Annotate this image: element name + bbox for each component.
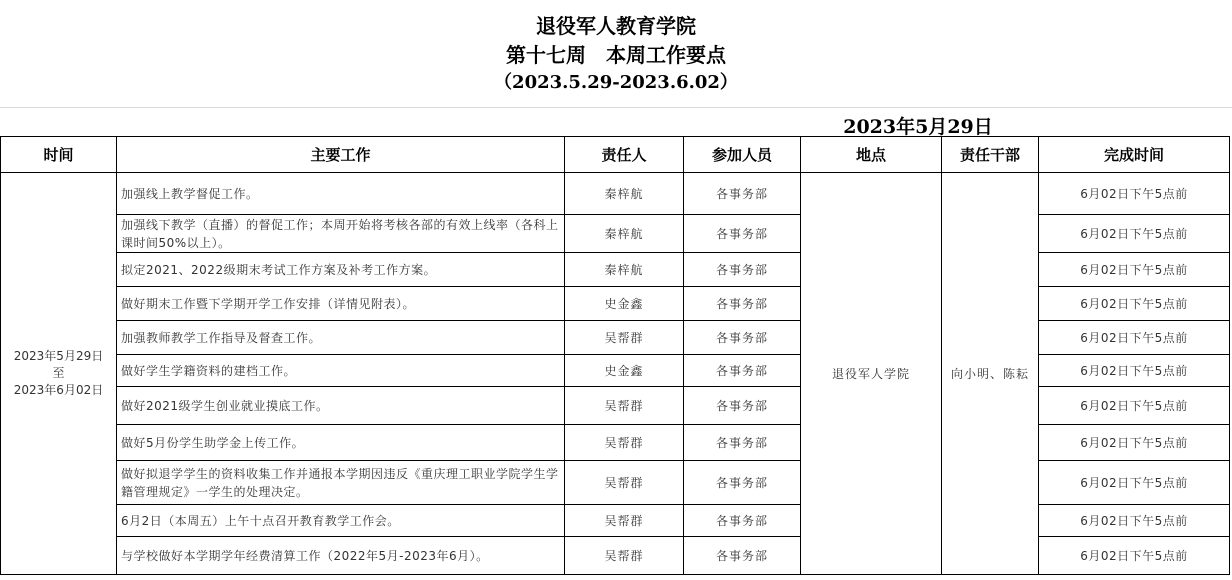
column-header-participants: 参加人员 — [684, 137, 801, 173]
college-title: 退役军人教育学院 — [536, 14, 696, 38]
deadline-cell: 6月02日下午5点前 — [1039, 505, 1230, 537]
participants-cell: 各事务部 — [684, 387, 801, 425]
location-cell: 退役军人学院 — [801, 173, 942, 575]
column-header-cadre: 责任干部 — [942, 137, 1039, 173]
table-row — [1, 425, 1230, 461]
divider — [0, 107, 1232, 108]
participants-cell: 各事务部 — [684, 253, 801, 287]
participants-cell: 各事务部 — [684, 173, 801, 215]
task-cell: 6月2日（本周五）上午十点召开教育教学工作会。 — [117, 505, 565, 537]
document-header — [0, 0, 1232, 108]
owner-cell: 吴帮群 — [565, 461, 684, 505]
owner-cell: 吴帮群 — [565, 505, 684, 537]
date-range: （2023.5.29-2023.6.02） — [494, 72, 738, 93]
table-row — [1, 321, 1230, 355]
task-cell: 做好拟退学学生的资料收集工作并通报本学期因违反《重庆理工职业学院学生学籍管理规定》一学生的处理决定。 — [117, 461, 565, 505]
table-row — [1, 215, 1230, 253]
table-row — [1, 355, 1230, 387]
participants-cell: 各事务部 — [684, 505, 801, 537]
deadline-cell: 6月02日下午5点前 — [1039, 215, 1230, 253]
table-row — [1, 387, 1230, 425]
deadline-cell: 6月02日下午5点前 — [1039, 355, 1230, 387]
task-cell: 加强线下教学（直播）的督促工作；本周开始将考核各部的有效上线率（各科上课时间50%以上）。 — [117, 215, 565, 253]
deadline-cell: 6月02日下午5点前 — [1039, 387, 1230, 425]
task-cell: 做好2021级学生创业就业摸底工作。 — [117, 387, 565, 425]
participants-cell: 各事务部 — [684, 321, 801, 355]
participants-cell: 各事务部 — [684, 287, 801, 321]
task-cell: 做好学生学籍资料的建档工作。 — [117, 355, 565, 387]
owner-cell: 吴帮群 — [565, 425, 684, 461]
task-cell: 做好期末工作暨下学期开学工作安排（详情见附表）。 — [117, 287, 565, 321]
owner-cell: 吴帮群 — [565, 321, 684, 355]
task-cell: 加强线上教学督促工作。 — [117, 173, 565, 215]
owner-cell: 吴帮群 — [565, 387, 684, 425]
participants-cell: 各事务部 — [684, 215, 801, 253]
column-header-time: 时间 — [1, 137, 117, 173]
work-plan-table — [0, 136, 1230, 575]
deadline-cell: 6月02日下午5点前 — [1039, 287, 1230, 321]
table-row — [1, 537, 1230, 575]
participants-cell: 各事务部 — [684, 461, 801, 505]
cadre-cell: 向小明、陈耘 — [942, 173, 1039, 575]
deadline-cell: 6月02日下午5点前 — [1039, 461, 1230, 505]
deadline-cell: 6月02日下午5点前 — [1039, 425, 1230, 461]
report-date: 2023年5月29日 — [843, 116, 993, 138]
table-row — [1, 253, 1230, 287]
deadline-cell: 6月02日下午5点前 — [1039, 173, 1230, 215]
task-cell: 拟定2021、2022级期末考试工作方案及补考工作方案。 — [117, 253, 565, 287]
task-cell: 做好5月份学生助学金上传工作。 — [117, 425, 565, 461]
owner-cell: 秦梓航 — [565, 215, 684, 253]
period-end: 2023年6月02日 — [13, 383, 104, 397]
participants-cell: 各事务部 — [684, 425, 801, 461]
table-row — [1, 461, 1230, 505]
owner-cell: 史金鑫 — [565, 287, 684, 321]
task-cell: 与学校做好本学期学年经费清算工作（2022年5月-2023年6月）。 — [117, 537, 565, 575]
column-header-location: 地点 — [801, 137, 942, 173]
participants-cell: 各事务部 — [684, 537, 801, 575]
week-title: 第十七周 本周工作要点 — [506, 43, 726, 67]
table-row — [1, 287, 1230, 321]
column-header-task: 主要工作 — [117, 137, 565, 173]
period-start: 2023年5月29日 — [13, 349, 104, 363]
owner-cell: 吴帮群 — [565, 537, 684, 575]
owner-cell: 史金鑫 — [565, 355, 684, 387]
table-row — [1, 173, 1230, 215]
period-to: 至 — [52, 366, 65, 380]
column-header-owner: 责任人 — [565, 137, 684, 173]
column-header-deadline: 完成时间 — [1039, 137, 1230, 173]
table-header-row — [1, 137, 1230, 173]
task-cell: 加强教师教学工作指导及督查工作。 — [117, 321, 565, 355]
participants-cell: 各事务部 — [684, 355, 801, 387]
deadline-cell: 6月02日下午5点前 — [1039, 253, 1230, 287]
period-cell — [1, 173, 117, 575]
deadline-cell: 6月02日下午5点前 — [1039, 537, 1230, 575]
table-row — [1, 505, 1230, 537]
deadline-cell: 6月02日下午5点前 — [1039, 321, 1230, 355]
owner-cell: 秦梓航 — [565, 173, 684, 215]
owner-cell: 秦梓航 — [565, 253, 684, 287]
